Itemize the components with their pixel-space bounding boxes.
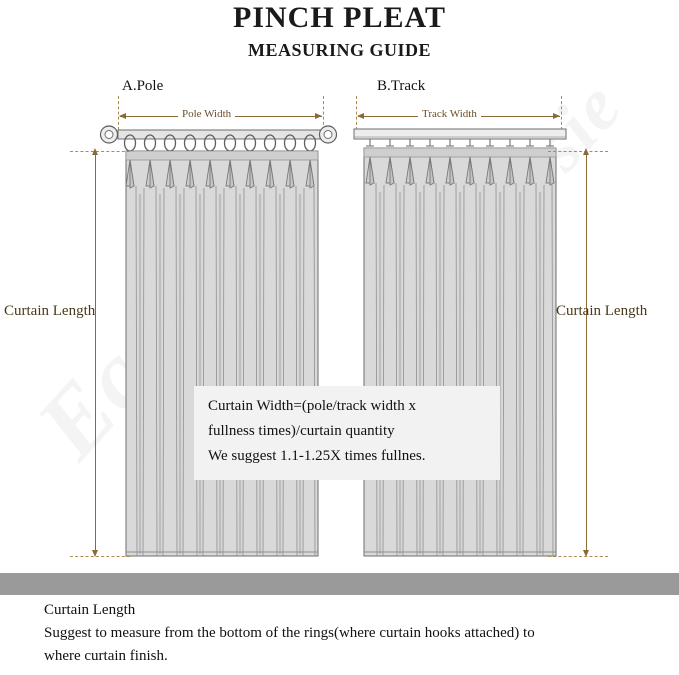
pole-length-guide-top [70,151,130,152]
pole-width-arrow-right [315,113,322,119]
formula-line-3: We suggest 1.1-1.25X times fullnes. [208,448,426,464]
pole-length-dim-line [95,154,96,554]
pole-length-guide-bottom [70,556,130,557]
pole-length-arrow-up [92,148,98,155]
formula-line-2: fullness times)/curtain quantity [208,423,395,439]
track-length-arrow-up [583,148,589,155]
footer-divider-bar [0,573,679,595]
footer-line-1: Suggest to measure from the bottom of the rings(where curtain hooks attached) to [44,625,535,641]
formula-line-1: Curtain Width=(pole/track width x [208,398,416,414]
formula-note [194,386,500,480]
track-width-arrow-right [553,113,560,119]
track-curtain-illustration [340,124,580,564]
track-length-arrow-down [583,550,589,557]
panel-label-track: B.Track [377,78,426,94]
footer-note [0,595,679,675]
page-subtitle: MEASURING GUIDE [247,40,432,60]
track-width-label: Track Width [418,108,481,120]
page-title: PINCH PLEAT [233,1,446,34]
track-length-dim-line [586,154,587,554]
track-width-arrow-left [357,113,364,119]
track-length-guide-bottom [548,556,608,557]
track-curtain-length-label: Curtain Length [556,303,648,319]
pole-width-arrow-left [119,113,126,119]
pole-curtain-illustration [88,124,348,564]
track-length-guide-top [548,151,608,152]
footer-heading: Curtain Length [44,602,136,618]
pole-width-label: Pole Width [178,108,235,120]
pole-curtain-length-label: Curtain Length [4,303,96,319]
footer-line-2: where curtain finish. [44,648,168,664]
pole-length-arrow-down [92,550,98,557]
panel-label-pole: A.Pole [122,78,164,94]
